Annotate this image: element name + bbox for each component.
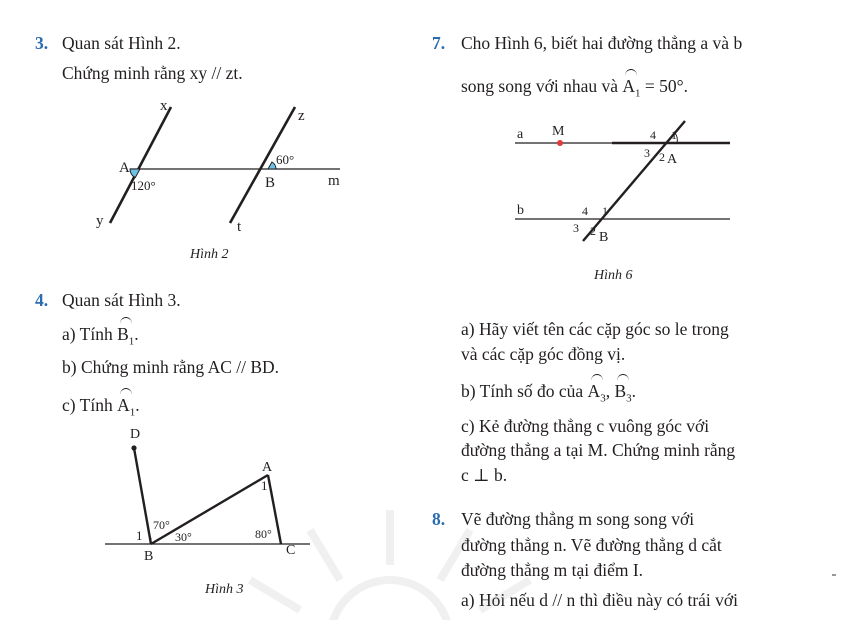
figure-6 — [505, 115, 745, 255]
angle-B3: $B_3$ — [614, 381, 631, 409]
label-y: y — [96, 213, 104, 229]
problem-8-line-1: Vẽ đường thẳng m song song với — [461, 509, 695, 529]
label-a: a — [517, 127, 524, 142]
label-C: C — [286, 543, 296, 558]
label-A: A — [667, 152, 678, 167]
problem-7-part-c-line-1: c) Kẻ đường thẳng c vuông góc với — [461, 416, 710, 436]
problem-7-part-b: b) Tính số đo của $A_3$, $B_3$. — [461, 381, 636, 409]
problem-8-line-4: a) Hỏi nếu d // n thì điều này có trái với — [461, 590, 739, 610]
label-m: m — [328, 173, 340, 189]
label-D: D — [130, 427, 141, 442]
label-B-angle-4: 4 — [582, 204, 588, 218]
label-A: A — [119, 160, 130, 176]
label-B-angle-3: 3 — [573, 221, 579, 235]
problem-4-part-c: c) Tính $A_1$. — [62, 395, 140, 423]
point-D — [131, 445, 136, 450]
label-A-angle-3: 3 — [644, 146, 650, 160]
label-A-angle-4: 4 — [650, 128, 656, 142]
label-b: b — [517, 203, 524, 218]
label-B: B — [599, 230, 609, 245]
problem-4-part-b: b) Chứng minh rằng AC // BD. — [62, 357, 280, 377]
label-A: A — [262, 460, 273, 475]
label-M: M — [552, 124, 565, 139]
label-x: x — [160, 98, 168, 114]
problem-7-part-a-line-1: a) Hãy viết tên các cặp góc so le trong — [461, 319, 729, 339]
angle-A1-given: $A_1$ — [622, 76, 640, 104]
problem-7-part-c-line-3: c ⊥ b. — [461, 465, 508, 485]
label-B-angle-1: 1 — [602, 204, 608, 218]
label-B: B — [144, 549, 154, 564]
point-M — [557, 140, 563, 146]
caption-hinh-3: Hình 3 — [205, 582, 244, 597]
problem-8-number: 8. — [432, 509, 446, 529]
problem-3-line-1: Quan sát Hình 2. — [62, 33, 181, 53]
caption-hinh-6: Hình 6 — [594, 268, 633, 283]
label-t: t — [237, 219, 242, 235]
figure-2 — [90, 95, 350, 255]
angle-120-mark — [130, 169, 140, 178]
transversal-AB — [583, 121, 685, 241]
problem-3-number: 3. — [35, 33, 49, 53]
watermark-sunburst — [200, 470, 580, 620]
problem-7-number: 7. — [432, 33, 446, 53]
label-z: z — [298, 108, 305, 124]
edge-tick — [832, 574, 836, 576]
problem-4-line-1: Quan sát Hình 3. — [62, 290, 181, 310]
angle-B1: $B_1$ — [117, 324, 134, 352]
angle-A3: $A_3$ — [588, 381, 606, 409]
label-B-angle-2: 2 — [590, 224, 596, 238]
angle-A1: $A_1$ — [117, 395, 135, 423]
label-angle-70: 70° — [153, 518, 170, 532]
problem-7-part-c-line-2: đường thẳng a tại M. Chứng minh rằng — [461, 440, 736, 460]
problem-7-line-2: song song với nhau và $A_1 = 50^\circ$. — [461, 76, 688, 104]
problem-8-line-2: đường thẳng n. Vẽ đường thẳng d cắt — [461, 535, 722, 555]
problem-7-part-a-line-2: và các cặp góc đồng vị. — [461, 344, 626, 364]
label-angle-60: 60° — [276, 152, 295, 167]
caption-hinh-2: Hình 2 — [190, 247, 229, 262]
label-angle-80: 80° — [255, 527, 272, 541]
problem-4-part-a: a) Tính $B_1$. — [62, 324, 139, 352]
label-A-angle-1: 1 — [671, 128, 677, 142]
angle-60-mark — [268, 162, 276, 169]
label-angle-30: 30° — [175, 530, 192, 544]
problem-8-line-3: đường thẳng m tại điểm I. — [461, 560, 644, 580]
label-A-angle-2: 2 — [659, 150, 665, 164]
problem-4-number: 4. — [35, 290, 49, 310]
label-B: B — [265, 175, 276, 191]
label-angle-120: 120° — [131, 178, 156, 193]
problem-7-line-1: Cho Hình 6, biết hai đường thẳng a và b — [461, 33, 743, 53]
label-angle-1-A: 1 — [261, 478, 268, 493]
problem-3-line-2: Chứng minh rằng xy // zt. — [62, 63, 243, 83]
label-angle-1-B: 1 — [136, 528, 143, 543]
